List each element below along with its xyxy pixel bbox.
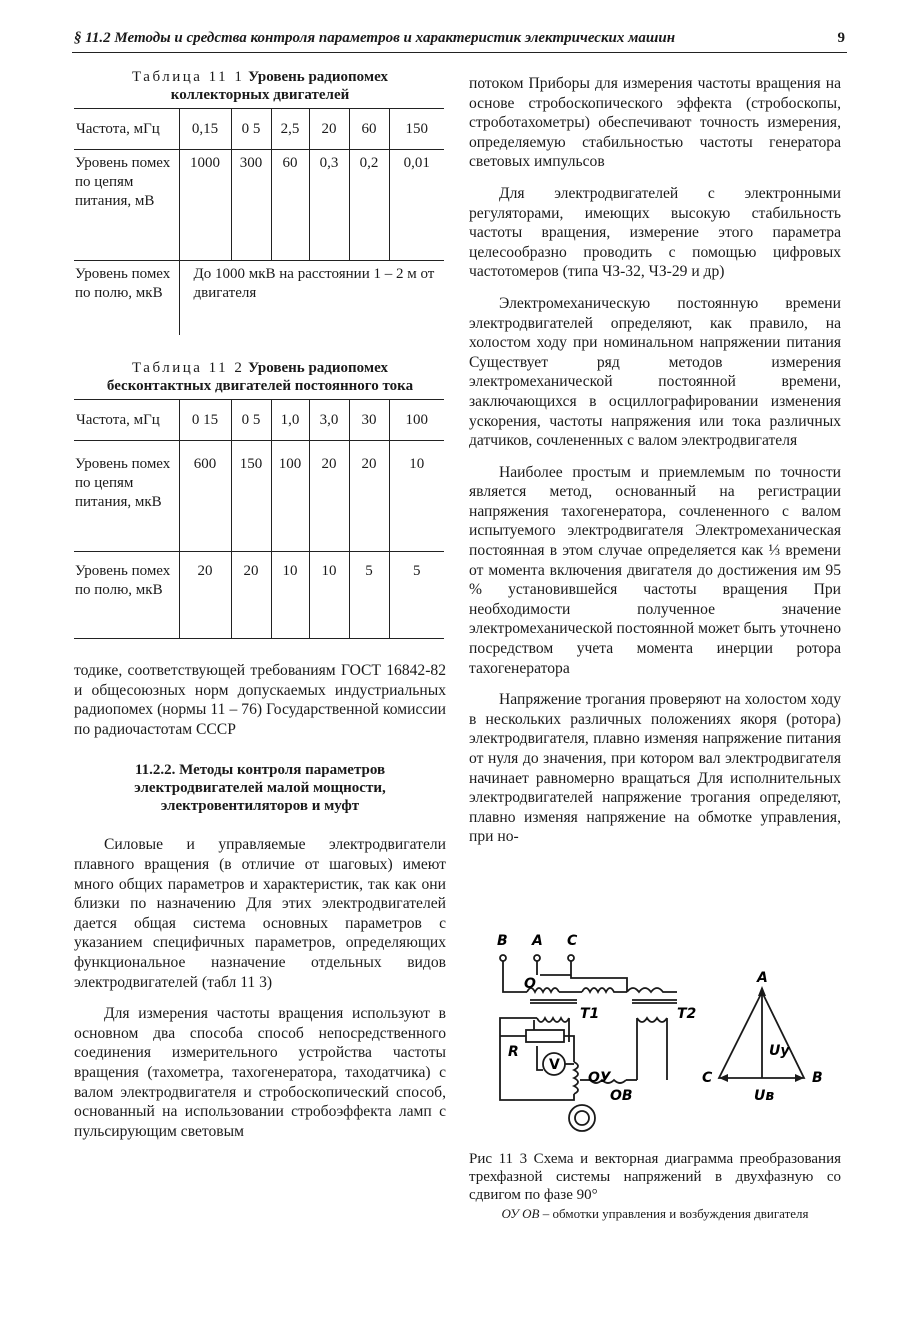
label-c: C [567, 933, 578, 949]
table1-title-2: коллекторных двигателей [170, 87, 350, 103]
label-t1: T1 [580, 1006, 600, 1022]
label-ou: ОУ [588, 1070, 611, 1086]
figure-11-3 [482, 930, 852, 1145]
label-vector-b: B [812, 1070, 823, 1086]
table1-cell: 0,01 [389, 150, 444, 261]
label-vector-a: A [757, 970, 768, 986]
table2-header-cell: 100 [389, 400, 444, 441]
table1-header-cell: 20 [309, 109, 349, 150]
table1-header-cell: 0,15 [179, 109, 231, 150]
table2-cell: 20 [309, 441, 349, 552]
table1-cell: 0,3 [309, 150, 349, 261]
table1-row-label: Уровень помех по цепям питания, мВ [75, 155, 171, 209]
table1-label: Таблица 11 1 [132, 69, 245, 85]
table2-cell: 600 [179, 441, 231, 552]
label-ub: Uв [754, 1088, 775, 1104]
table2-caption [74, 359, 446, 395]
table2-label: Таблица 11 2 [132, 360, 245, 376]
table2-header-cell: 0 5 [231, 400, 271, 441]
table1-header-cell: 2,5 [271, 109, 309, 150]
paragraph: Наиболее простым и приемлемым по точности является метод, основанный на регистрации напряжения тахогенератора, сочлененного с валом испытуемого электродвигателя Электромеханическая постоянная в этом случае определяется как ⅓ времени от момента включения двигателя до достижения им 95 % установившейся частоты вращения При необходимости полученное значение электромеханической постоянной может быть уточнено посредством учета момента инерции ротора тахогенератора [469, 463, 841, 677]
table1-cell: 1000 [179, 150, 231, 261]
label-uy: Uy [769, 1043, 790, 1059]
table2-cell: 10 [271, 552, 309, 639]
label-ov: ОВ [610, 1088, 633, 1104]
table1-header-row [74, 109, 444, 150]
page-number: 9 [837, 30, 845, 46]
section-heading [74, 761, 446, 815]
table2-cell: 100 [271, 441, 309, 552]
table2-row [74, 441, 444, 552]
label-o: O [524, 976, 536, 992]
table2-row-label: Уровень помех по полю, мкВ [74, 552, 179, 639]
label-r: R [508, 1044, 519, 1060]
paragraph: Напряжение трогания проверяют на холостом ходу в нескольких различных положениях якоря (ротора) электродвигателя, плавно изменяя напряжение питания от нуля до значения, при котором вал электродвигателя начинает равномерно вращаться Для исполнительных электродвигателей напряжение трогания определяют, плавно изменяя напряжение на обмотке управления, при но- [469, 691, 841, 846]
terminal-c [568, 955, 574, 961]
terminal-a [534, 955, 540, 961]
motor-outer [569, 1105, 595, 1131]
section-heading-line: 11.2.2. Методы контроля параметров [134, 762, 386, 779]
table2-header-cell: 30 [349, 400, 389, 441]
table2-header-cell: 1,0 [271, 400, 309, 441]
table1-cell: 0,2 [349, 150, 389, 261]
table1-row [74, 150, 444, 261]
legend-abbr: ОУ ОВ [501, 1206, 540, 1221]
table2-cell: 10 [309, 552, 349, 639]
table1-caption [74, 68, 446, 104]
header-title: § 11.2 Методы и средства контроля параметров и характеристик электрических машин [74, 30, 676, 46]
terminal-b [500, 955, 506, 961]
paragraph: Электромеханическую постоянную времени электродвигателей определяют, как правило, на холостом ходу при номинальном напряжении питания Существует ряд методов измерения электромеханической постоянной времени, заключающихся в осциллографировании изменения ускорения, частоты напряжения или тока различных датчиков, сочлененных с валом электродвигателя [469, 294, 841, 450]
label-v: V [549, 1057, 560, 1073]
paragraph: Для измерения частоты вращения используют в основном два способа способ непосредственного соединения измерительного устройства частоты вращения (тахометра, тахогенератора, таходатчика) с валом электродвигателя и стробоскопический способ, основанный на использовании стробоэффекта ламп с пульсирующим световым [74, 1005, 446, 1140]
schematic-and-vector-diagram [482, 930, 852, 1145]
table2-header-cell: 3,0 [309, 400, 349, 441]
table2-row-label: Уровень помех по цепям питания, мкВ [75, 456, 171, 510]
paragraph: Для электродвигателей с электронными регуляторами, имеющих высокую стабильность частоты вращения, измерение этого параметра целесообразно проводить с помощью цифровых частотомеров (типа ЧЗ-32, ЧЗ-29 и др) [469, 184, 841, 281]
paragraph: тодике, соответствующей требованиям ГОСТ 16842-82 и общесоюзных норм допускаемых индустриальных радиопомех (нормы 11 – 76) Государственной комиссии по радиочастотам СССР [74, 662, 446, 738]
table2-cell: 20 [349, 441, 389, 552]
resistor-r [526, 1030, 564, 1042]
table2-cell: 150 [231, 441, 271, 552]
label-a: A [532, 933, 543, 949]
table2-header-cell: Частота, мГц [74, 400, 179, 441]
table2-cell: 20 [179, 552, 231, 639]
table1-header-cell: 0 5 [231, 109, 271, 150]
table1 [74, 108, 444, 335]
table1-row [74, 261, 444, 336]
table2-title-2: бесконтактных двигателей постоянного тока [106, 378, 414, 394]
table2 [74, 399, 444, 639]
section-heading-line: электродвигателей малой мощности, [134, 780, 386, 797]
right-column [469, 74, 841, 847]
legend-text: – обмотки управления и возбуждения двигателя [539, 1206, 809, 1221]
paragraph: Силовые и управляемые электродвигатели плавного вращения (в отличие от шаговых) имеют много общих параметров и характеристик, так как они близки по назначению Для этих электродвигателей дается общая система основных параметров с указанием специфичных параметров, определяющих функциональное назначение отдельных видов электродвигателей (табл 11 3) [74, 836, 446, 991]
table1-row-label: Уровень помех по полю, мкВ [74, 261, 179, 336]
table2-header-cell: 0 15 [179, 400, 231, 441]
table1-cell: 300 [231, 150, 271, 261]
figure-legend [469, 1206, 841, 1222]
table2-cell: 5 [389, 552, 444, 639]
figure-caption [469, 1150, 841, 1222]
table1-header-cell: Частота, мГц [74, 109, 179, 150]
running-header [72, 28, 847, 53]
paragraph: потоком Приборы для измерения частоты вращения на основе стробоскопического эффекта (стробоскопы, строботахометры) обеспечивают точность измерения, определяемую стабильностью частоты генератора световых импульсов [469, 75, 841, 171]
motor-inner [575, 1111, 589, 1125]
table1-header-cell: 150 [389, 109, 444, 150]
table1-cell: 60 [271, 150, 309, 261]
section-heading-line: электровентиляторов и муфт [160, 798, 360, 815]
table2-title-1: Уровень радиопомех [248, 360, 388, 376]
table2-cell: 5 [349, 552, 389, 639]
label-b: B [497, 933, 508, 949]
table1-header-cell: 60 [349, 109, 389, 150]
table1-title-1: Уровень радиопомех [248, 69, 388, 85]
table1-span-cell: До 1000 мкВ на расстоянии 1 – 2 м от двигателя [179, 261, 444, 336]
label-vector-c: C [702, 1070, 713, 1086]
table2-row [74, 552, 444, 639]
table2-header-row [74, 400, 444, 441]
table2-cell: 20 [231, 552, 271, 639]
left-column [74, 68, 446, 1141]
table2-cell: 10 [389, 441, 444, 552]
label-t2: T2 [677, 1006, 697, 1022]
figure-caption-text: Рис 11 3 Схема и векторная диаграмма преобразования трехфазной системы напряжений в двухфазную со сдвигом по фазе 90° [469, 1151, 841, 1203]
